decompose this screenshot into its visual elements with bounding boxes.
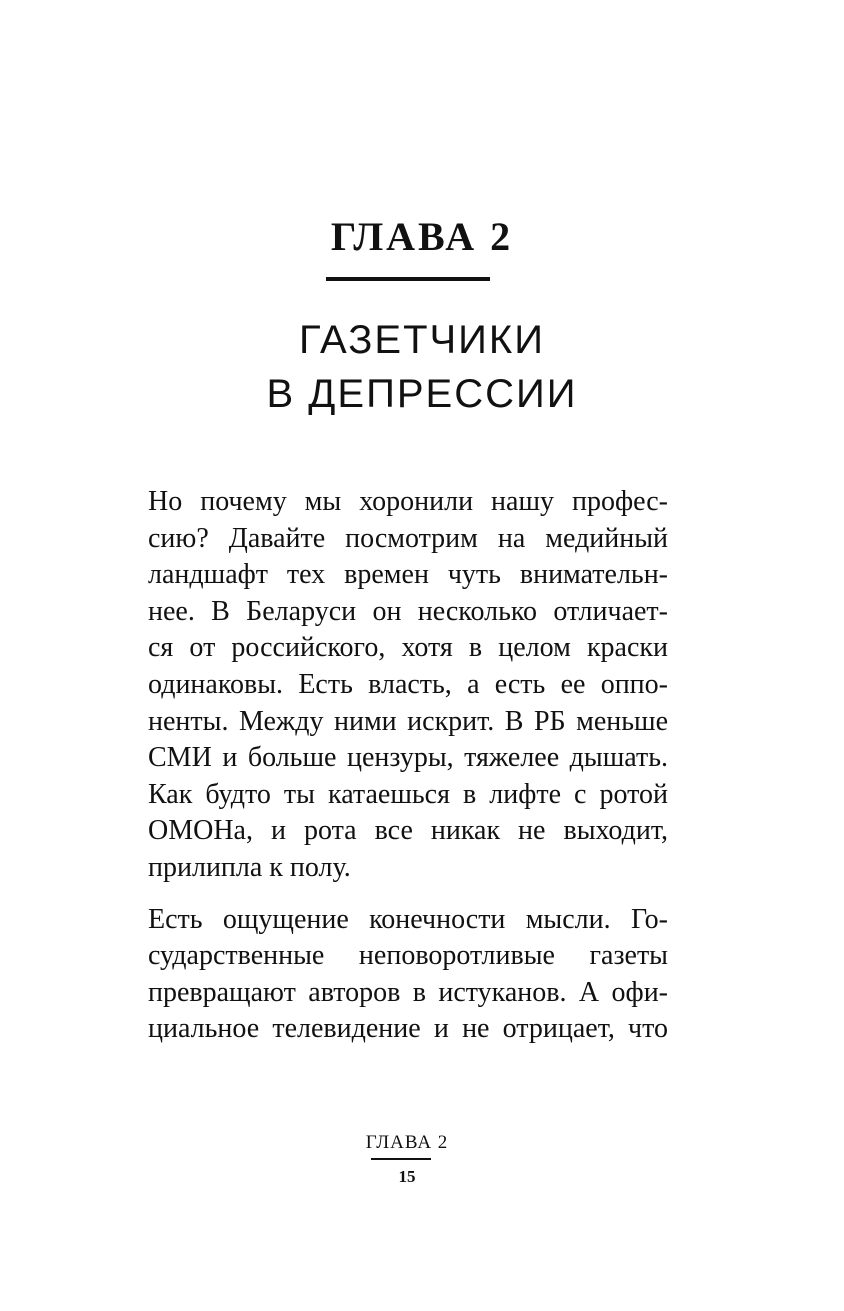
text-line: СМИ и больше цензуры, тяжелее дышать. [148, 742, 668, 774]
text-line: сию? Давайте посмотрим на медийный [148, 522, 668, 554]
text-line: превращают авторов в истуканов. А офи- [148, 976, 668, 1008]
text-line: ландшафт тех времен чуть внимательн- [148, 559, 668, 591]
text-line: Но почему мы хоронили нашу профес- [148, 486, 668, 517]
running-head: ГЛАВА 2 [365, 1132, 449, 1153]
body-text [148, 484, 668, 1063]
text-line: прилипла к полу. [148, 851, 351, 883]
text-line: ОМОНа, и рота все никак не выходит, [148, 815, 668, 847]
text-line: ненты. Между ними искрит. В РБ меньше [148, 705, 668, 737]
text-line: Есть ощущение конечности мысли. Го- [148, 903, 668, 935]
chapter-label: ГЛАВА 2 [330, 214, 514, 259]
chapter-title [0, 313, 844, 421]
text-line: сударственные неповоротливые газеты [148, 940, 668, 972]
chapter-title-line: ГАЗЕТЧИКИ [299, 318, 545, 362]
text-line: Как будто ты катаешься в лифте с ротой [148, 778, 668, 810]
text-line: одинаковы. Есть власть, а есть ее оппо- [148, 668, 668, 700]
page-number: 15 [398, 1167, 416, 1186]
text-line: циальное телевидение и не отрицает, что [148, 1013, 668, 1045]
chapter-title-line: В ДЕПРЕССИИ [266, 372, 578, 416]
paragraph [148, 902, 668, 1048]
chapter-divider [326, 277, 490, 281]
footer-divider [371, 1158, 431, 1160]
paragraph [148, 484, 668, 887]
text-line: нее. В Беларуси он несколько отличает- [148, 595, 668, 627]
text-line: ся от российского, хотя в целом краски [148, 632, 668, 664]
